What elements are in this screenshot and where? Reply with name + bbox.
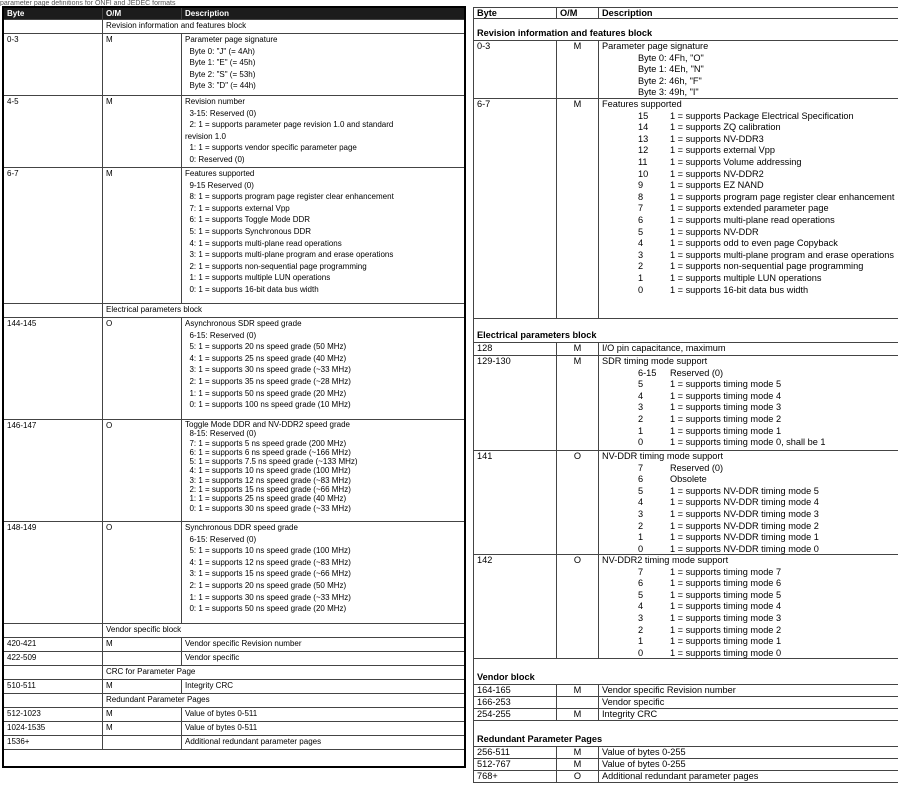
om-cell: M bbox=[557, 343, 599, 356]
byte-cell: 768+ bbox=[473, 771, 557, 783]
byte-cell: 1536+ bbox=[4, 736, 103, 750]
bit-meaning: 1 = supports NV-DDR timing mode 5 bbox=[670, 485, 819, 496]
byte-cell: 146-147 bbox=[4, 420, 103, 522]
description-title: SDR timing mode support bbox=[602, 356, 708, 366]
bit-row bbox=[602, 437, 895, 449]
description-cell bbox=[182, 34, 464, 96]
bit-number: 12 bbox=[638, 145, 649, 156]
bit-meaning: 1 = supports NV-DDR bbox=[670, 226, 759, 237]
bit-number: 14 bbox=[638, 122, 649, 133]
om-cell: O bbox=[557, 555, 599, 659]
bit-meaning: 1 = supports ZQ calibration bbox=[670, 122, 781, 133]
bit-meaning: 1 = supports timing mode 5 bbox=[670, 589, 782, 600]
bit-meaning: 1 = supports timing mode 0 bbox=[670, 647, 782, 658]
bit-number: 1 bbox=[638, 532, 644, 543]
header-byte: Byte bbox=[473, 7, 557, 19]
bit-number: 11 bbox=[638, 156, 648, 167]
om-cell bbox=[103, 736, 182, 750]
description-line: Vendor specific bbox=[185, 653, 240, 662]
byte-cell: 166-253 bbox=[473, 697, 557, 709]
description-line: revision 1.0 bbox=[185, 131, 226, 141]
section-title: Redundant Parameter Pages bbox=[103, 694, 464, 708]
om-cell: O bbox=[557, 451, 599, 555]
om-cell: M bbox=[557, 747, 599, 759]
description-line: 3: 1 = supports 12 ns speed grade (~83 MHz) bbox=[185, 475, 351, 485]
bit-meaning: 1 = supports 16-bit data bus width bbox=[670, 284, 809, 295]
om-cell: M bbox=[103, 168, 182, 304]
bit-row bbox=[602, 238, 895, 250]
description-line: Byte 3: "D" (= 44h) bbox=[185, 81, 256, 91]
section-title: Redundant Parameter Pages bbox=[473, 721, 898, 747]
description-line: 0: 1 = supports 30 ns speed grade (~33 MHz) bbox=[185, 503, 351, 513]
byte-cell: 254-255 bbox=[473, 709, 557, 721]
description-line: 0: Reserved (0) bbox=[185, 154, 245, 164]
header-byte: Byte bbox=[4, 8, 103, 20]
bit-meaning: 1 = supports NV-DDR2 bbox=[670, 168, 764, 179]
bit-row bbox=[602, 192, 895, 204]
description-cell bbox=[182, 168, 464, 304]
bit-number: 10 bbox=[638, 168, 649, 179]
description-line: Toggle Mode DDR and NV-DDR2 speed grade bbox=[185, 420, 350, 429]
bit-meaning: 1 = supports timing mode 3 bbox=[670, 612, 782, 623]
cut-off-caption: parameter page definitions for ONFI and JEDEC formats bbox=[0, 0, 176, 6]
description-title: Vendor specific Revision number bbox=[602, 685, 736, 695]
bit-row bbox=[602, 402, 895, 414]
section-title: Revision information and features block bbox=[473, 19, 898, 41]
description-line: 4: 1 = supports multi-plane read operations bbox=[185, 238, 342, 248]
section-spacer bbox=[4, 304, 103, 318]
description-title: Value of bytes 0-255 bbox=[602, 759, 686, 769]
bit-meaning: 1 = supports NV-DDR3 bbox=[670, 133, 764, 144]
bit-meaning: 1 = supports timing mode 5 bbox=[670, 379, 782, 390]
description-line: 2: 1 = supports non-sequential page programming bbox=[185, 261, 367, 271]
signature-byte-line: Byte 0: 4Fh, "O" bbox=[638, 52, 704, 63]
bit-row bbox=[602, 521, 895, 533]
description-line: Synchronous DDR speed grade bbox=[185, 523, 298, 532]
bit-meaning: 1 = supports odd to even page Copyback bbox=[670, 238, 838, 249]
description-line: Value of bytes 0-511 bbox=[185, 709, 258, 718]
om-cell: M bbox=[557, 99, 599, 319]
header-desc: Description bbox=[599, 7, 898, 19]
bit-number: 6 bbox=[638, 474, 644, 485]
bit-meaning: 1 = supports non-sequential page programming bbox=[670, 261, 864, 272]
om-cell: M bbox=[557, 685, 599, 697]
byte-cell: 128 bbox=[473, 343, 557, 356]
description-line: 5: 1 = supports 20 ns speed grade (50 MHz) bbox=[185, 342, 347, 352]
bit-row bbox=[602, 636, 895, 648]
header-om: O/M bbox=[557, 7, 599, 19]
bit-row bbox=[602, 261, 895, 273]
description-line: 2: 1 = supports 15 ns speed grade (~66 MHz) bbox=[185, 485, 351, 495]
bit-meaning: Obsolete bbox=[670, 474, 707, 485]
description-title: Vendor specific bbox=[602, 697, 665, 707]
bit-row bbox=[602, 414, 895, 426]
om-cell: M bbox=[103, 708, 182, 722]
description-title: Parameter page signature bbox=[602, 41, 709, 51]
section-title: CRC for Parameter Page bbox=[103, 666, 464, 680]
description-cell bbox=[182, 708, 464, 722]
description-cell bbox=[182, 420, 464, 522]
description-line: 3-15: Reserved (0) bbox=[185, 108, 257, 118]
bit-meaning: 1 = supports timing mode 7 bbox=[670, 566, 782, 577]
bit-number: 6 bbox=[638, 578, 644, 589]
om-cell: M bbox=[103, 34, 182, 96]
bit-meaning: 1 = supports timing mode 0, shall be 1 bbox=[670, 437, 826, 448]
bit-number: 5 bbox=[638, 226, 644, 237]
om-cell: O bbox=[103, 318, 182, 420]
bit-row bbox=[602, 368, 895, 380]
description-line: 8-15: Reserved (0) bbox=[185, 429, 257, 439]
bit-meaning: 1 = supports NV-DDR timing mode 1 bbox=[670, 532, 819, 543]
byte-cell: 256-511 bbox=[473, 747, 557, 759]
bit-meaning: 1 = supports NV-DDR timing mode 3 bbox=[670, 508, 819, 519]
bit-row bbox=[602, 497, 895, 509]
bit-number: 4 bbox=[638, 601, 644, 612]
bit-number: 3 bbox=[638, 508, 644, 519]
byte-cell: 148-149 bbox=[4, 522, 103, 624]
bit-row bbox=[602, 215, 895, 227]
description-title: Additional redundant parameter pages bbox=[602, 771, 759, 781]
byte-cell: 6-7 bbox=[473, 99, 557, 319]
om-cell: M bbox=[103, 680, 182, 694]
section-spacer bbox=[4, 694, 103, 708]
bit-row bbox=[602, 578, 895, 590]
description-line: 3: 1 = supports 30 ns speed grade (~33 MHz) bbox=[185, 365, 351, 375]
om-cell: M bbox=[557, 709, 599, 721]
description-line: 1: 1 = supports multiple LUN operations bbox=[185, 273, 331, 283]
bit-row bbox=[602, 544, 895, 555]
bit-number: 0 bbox=[638, 284, 644, 295]
bit-row bbox=[602, 145, 895, 157]
description-line: Revision number bbox=[185, 97, 246, 106]
bit-number: 3 bbox=[638, 612, 644, 623]
description-line: 7: 1 = supports 5 ns speed grade (200 MHz) bbox=[185, 438, 347, 448]
bit-row bbox=[602, 590, 895, 602]
om-cell: M bbox=[557, 41, 599, 99]
bit-number: 2 bbox=[638, 413, 644, 424]
description-title: NV-DDR timing mode support bbox=[602, 451, 724, 461]
bit-meaning: 1 = supports timing mode 4 bbox=[670, 390, 782, 401]
bit-row bbox=[602, 169, 895, 181]
om-cell: O bbox=[557, 771, 599, 783]
bit-row bbox=[602, 509, 895, 521]
bit-row bbox=[602, 203, 895, 215]
description-cell bbox=[182, 680, 464, 694]
signature-byte-line: Byte 1: 4Eh, "N" bbox=[638, 64, 704, 75]
bit-number: 7 bbox=[638, 462, 644, 473]
section-spacer bbox=[4, 666, 103, 680]
description-title: Integrity CRC bbox=[602, 709, 658, 719]
bit-number: 8 bbox=[638, 191, 644, 202]
om-cell: M bbox=[103, 638, 182, 652]
description-line: 4: 1 = supports 12 ns speed grade (~83 MHz) bbox=[185, 557, 351, 567]
description-line: 3: 1 = supports multi-plane program and erase operations bbox=[185, 250, 394, 260]
bit-meaning: Reserved (0) bbox=[670, 462, 724, 473]
bit-number: 6 bbox=[638, 214, 644, 225]
byte-cell: 144-145 bbox=[4, 318, 103, 420]
bit-row bbox=[602, 474, 895, 486]
bit-row bbox=[602, 250, 895, 262]
byte-cell: 1024-1535 bbox=[4, 722, 103, 736]
section-spacer bbox=[4, 624, 103, 638]
header-desc: Description bbox=[182, 8, 464, 20]
jedec-table-grid bbox=[4, 8, 464, 766]
description-line: 7: 1 = supports external Vpp bbox=[185, 203, 290, 213]
description-cell bbox=[599, 41, 898, 99]
bit-meaning: Reserved (0) bbox=[670, 367, 724, 378]
bit-meaning: 1 = supports NV-DDR timing mode 0 bbox=[670, 543, 819, 554]
bit-meaning: 1 = supports timing mode 2 bbox=[670, 413, 782, 424]
bit-row bbox=[602, 532, 895, 544]
description-line: 1: 1 = supports 50 ns speed grade (20 MHz) bbox=[185, 388, 347, 398]
description-line: Parameter page signature bbox=[185, 35, 278, 44]
description-line: 4: 1 = supports 25 ns speed grade (40 MHz) bbox=[185, 353, 347, 363]
bit-row bbox=[602, 567, 895, 579]
bit-number: 0 bbox=[638, 543, 644, 554]
section-title: Vendor specific block bbox=[103, 624, 464, 638]
description-cell bbox=[182, 652, 464, 666]
bit-meaning: 1 = supports EZ NAND bbox=[670, 180, 764, 191]
section-title: Electrical parameters block bbox=[473, 319, 898, 343]
description-line: 1: 1 = supports 25 ns speed grade (40 MHz) bbox=[185, 494, 347, 504]
byte-cell: 6-7 bbox=[4, 168, 103, 304]
section-title: Electrical parameters block bbox=[103, 304, 464, 318]
bit-number: 3 bbox=[638, 249, 644, 260]
description-cell bbox=[599, 759, 898, 771]
description-cell bbox=[599, 697, 898, 709]
description-title: NV-DDR2 timing mode support bbox=[602, 555, 729, 565]
bit-meaning: 1 = supports extended parameter page bbox=[670, 203, 829, 214]
description-cell bbox=[599, 709, 898, 721]
description-cell bbox=[182, 722, 464, 736]
description-cell bbox=[182, 318, 464, 420]
bit-meaning: 1 = supports timing mode 2 bbox=[670, 624, 782, 635]
description-cell bbox=[599, 343, 898, 356]
description-cell bbox=[182, 522, 464, 624]
bit-row bbox=[602, 601, 895, 613]
description-cell bbox=[599, 771, 898, 783]
bit-row bbox=[602, 486, 895, 498]
om-cell: O bbox=[103, 522, 182, 624]
bit-meaning: 1 = supports NV-DDR timing mode 4 bbox=[670, 497, 819, 508]
bit-meaning: 1 = supports external Vpp bbox=[670, 145, 775, 156]
description-title: I/O pin capacitance, maximum bbox=[602, 343, 726, 353]
description-line: 2: 1 = supports 20 ns speed grade (50 MHz) bbox=[185, 580, 347, 590]
byte-cell: 422-509 bbox=[4, 652, 103, 666]
om-cell bbox=[103, 652, 182, 666]
signature-byte-line: Byte 3: 49h, "I" bbox=[638, 87, 699, 98]
bit-number: 2 bbox=[638, 624, 644, 635]
bit-meaning: 1 = supports timing mode 3 bbox=[670, 402, 782, 413]
bit-row bbox=[602, 625, 895, 637]
bit-number: 15 bbox=[638, 110, 649, 121]
description-line: Vendor specific Revision number bbox=[185, 639, 302, 648]
section-title: Revision information and features block bbox=[103, 20, 464, 34]
om-cell: M bbox=[103, 96, 182, 168]
bit-number: 13 bbox=[638, 133, 649, 144]
om-cell: M bbox=[103, 722, 182, 736]
description-line: 6-15: Reserved (0) bbox=[185, 534, 257, 544]
bit-number: 6-15 bbox=[638, 367, 657, 378]
bit-number: 1 bbox=[638, 425, 644, 436]
bit-meaning: 1 = supports multi-plane program and erase operations bbox=[670, 249, 894, 260]
byte-cell: 512-767 bbox=[473, 759, 557, 771]
byte-cell: 420-421 bbox=[4, 638, 103, 652]
description-line: 1: 1 = supports vendor specific parameter page bbox=[185, 143, 357, 153]
description-line: Value of bytes 0-511 bbox=[185, 723, 258, 732]
bit-number: 1 bbox=[638, 272, 644, 283]
section-spacer bbox=[4, 20, 103, 34]
bit-row bbox=[602, 273, 895, 285]
description-cell bbox=[599, 747, 898, 759]
description-cell bbox=[182, 736, 464, 750]
signature-byte-line: Byte 2: 46h, "F" bbox=[638, 75, 702, 86]
description-line: 8: 1 = supports program page register clear enhancement bbox=[185, 192, 394, 202]
description-line: Byte 2: "S" (= 53h) bbox=[185, 69, 256, 79]
bit-meaning: 1 = supports multiple LUN operations bbox=[670, 272, 822, 283]
description-line: 5: 1 = supports 7.5 ns speed grade (~133 MHz) bbox=[185, 457, 358, 467]
bit-number: 4 bbox=[638, 497, 644, 508]
description-line: Features supported bbox=[185, 169, 255, 178]
onfi-parameter-table bbox=[473, 7, 898, 785]
bit-meaning: 1 = supports timing mode 6 bbox=[670, 578, 782, 589]
bit-meaning: 1 = supports timing mode 1 bbox=[670, 636, 782, 647]
om-cell: M bbox=[557, 356, 599, 451]
byte-cell: 0-3 bbox=[473, 41, 557, 99]
bit-number: 9 bbox=[638, 180, 644, 191]
description-line: 1: 1 = supports 30 ns speed grade (~33 MHz) bbox=[185, 592, 351, 602]
byte-cell: 512-1023 bbox=[4, 708, 103, 722]
bit-meaning: 1 = supports NV-DDR timing mode 2 bbox=[670, 520, 819, 531]
description-line: 2: 1 = supports parameter page revision 1.0 and standard bbox=[185, 120, 394, 130]
bit-meaning: 1 = supports program page register clear enhancement bbox=[670, 191, 895, 202]
description-line: 5: 1 = supports Synchronous DDR bbox=[185, 226, 312, 236]
bit-meaning: 1 = supports Volume addressing bbox=[670, 156, 802, 167]
om-cell: O bbox=[103, 420, 182, 522]
bit-number: 2 bbox=[638, 520, 644, 531]
description-line: Byte 0: "J" (= 4Ah) bbox=[185, 46, 255, 56]
description-cell bbox=[182, 638, 464, 652]
bit-row bbox=[602, 648, 895, 659]
bit-number: 2 bbox=[638, 261, 644, 272]
description-line: 3: 1 = supports 15 ns speed grade (~66 MHz) bbox=[185, 569, 351, 579]
om-cell bbox=[557, 697, 599, 709]
bit-number: 0 bbox=[638, 647, 644, 658]
section-title: Vendor block bbox=[473, 659, 898, 685]
byte-cell: 0-3 bbox=[4, 34, 103, 96]
description-cell bbox=[182, 96, 464, 168]
description-line: Additional redundant parameter pages bbox=[185, 737, 322, 746]
byte-cell: 142 bbox=[473, 555, 557, 659]
bit-row bbox=[602, 379, 895, 391]
bit-row bbox=[602, 285, 895, 297]
byte-cell: 129-130 bbox=[473, 356, 557, 451]
bit-number: 5 bbox=[638, 485, 644, 496]
description-line: 6: 1 = supports Toggle Mode DDR bbox=[185, 215, 311, 225]
description-cell bbox=[599, 451, 898, 555]
description-line: 0: 1 = supports 50 ns speed grade (20 MHz) bbox=[185, 604, 347, 614]
bit-row bbox=[602, 111, 895, 123]
bit-meaning: 1 = supports timing mode 4 bbox=[670, 601, 782, 612]
onfi-table-grid bbox=[473, 7, 898, 785]
bit-row bbox=[602, 180, 895, 192]
bit-row bbox=[602, 227, 895, 239]
bit-number: 3 bbox=[638, 402, 644, 413]
bit-number: 4 bbox=[638, 390, 644, 401]
description-line: Integrity CRC bbox=[185, 681, 234, 690]
bit-meaning: 1 = supports timing mode 1 bbox=[670, 425, 782, 436]
om-cell: M bbox=[557, 759, 599, 771]
bit-number: 4 bbox=[638, 238, 644, 249]
bit-number: 7 bbox=[638, 203, 644, 214]
bit-row bbox=[602, 613, 895, 625]
description-cell bbox=[599, 356, 898, 451]
description-cell bbox=[599, 555, 898, 659]
bit-number: 1 bbox=[638, 636, 644, 647]
bit-row bbox=[602, 391, 895, 403]
description-cell bbox=[599, 99, 898, 319]
description-line: 6: 1 = supports 6 ns speed grade (~166 MHz) bbox=[185, 447, 351, 457]
description-cell bbox=[599, 685, 898, 697]
bit-number: 0 bbox=[638, 437, 644, 448]
byte-cell: 4-5 bbox=[4, 96, 103, 168]
description-line: 4: 1 = supports 10 ns speed grade (100 MHz) bbox=[185, 466, 351, 476]
description-line: Byte 1: "E" (= 45h) bbox=[185, 58, 256, 68]
bit-row bbox=[602, 122, 895, 134]
bit-meaning: 1 = supports Package Electrical Specification bbox=[670, 110, 854, 121]
bit-number: 7 bbox=[638, 566, 644, 577]
jedec-parameter-table bbox=[2, 6, 466, 768]
bit-row bbox=[602, 463, 895, 475]
byte-cell: 510-511 bbox=[4, 680, 103, 694]
description-line: 0: 1 = supports 100 ns speed grade (10 MHz) bbox=[185, 400, 351, 410]
byte-cell: 141 bbox=[473, 451, 557, 555]
description-line: 6-15: Reserved (0) bbox=[185, 330, 257, 340]
description-line: 0: 1 = supports 16-bit data bus width bbox=[185, 284, 319, 294]
byte-cell: 164-165 bbox=[473, 685, 557, 697]
description-line: Asynchronous SDR speed grade bbox=[185, 319, 302, 328]
bit-number: 5 bbox=[638, 379, 644, 390]
bit-row bbox=[602, 157, 895, 169]
description-line: 5: 1 = supports 10 ns speed grade (100 MHz) bbox=[185, 546, 351, 556]
description-line: 9-15 Reserved (0) bbox=[185, 180, 254, 190]
bit-row bbox=[602, 134, 895, 146]
header-om: O/M bbox=[103, 8, 182, 20]
description-line: 2: 1 = supports 35 ns speed grade (~28 MHz) bbox=[185, 376, 351, 386]
bit-number: 5 bbox=[638, 589, 644, 600]
description-title: Features supported bbox=[602, 99, 682, 109]
bit-row bbox=[602, 426, 895, 438]
description-title: Value of bytes 0-255 bbox=[602, 747, 686, 757]
bit-meaning: 1 = supports multi-plane read operations bbox=[670, 214, 835, 225]
